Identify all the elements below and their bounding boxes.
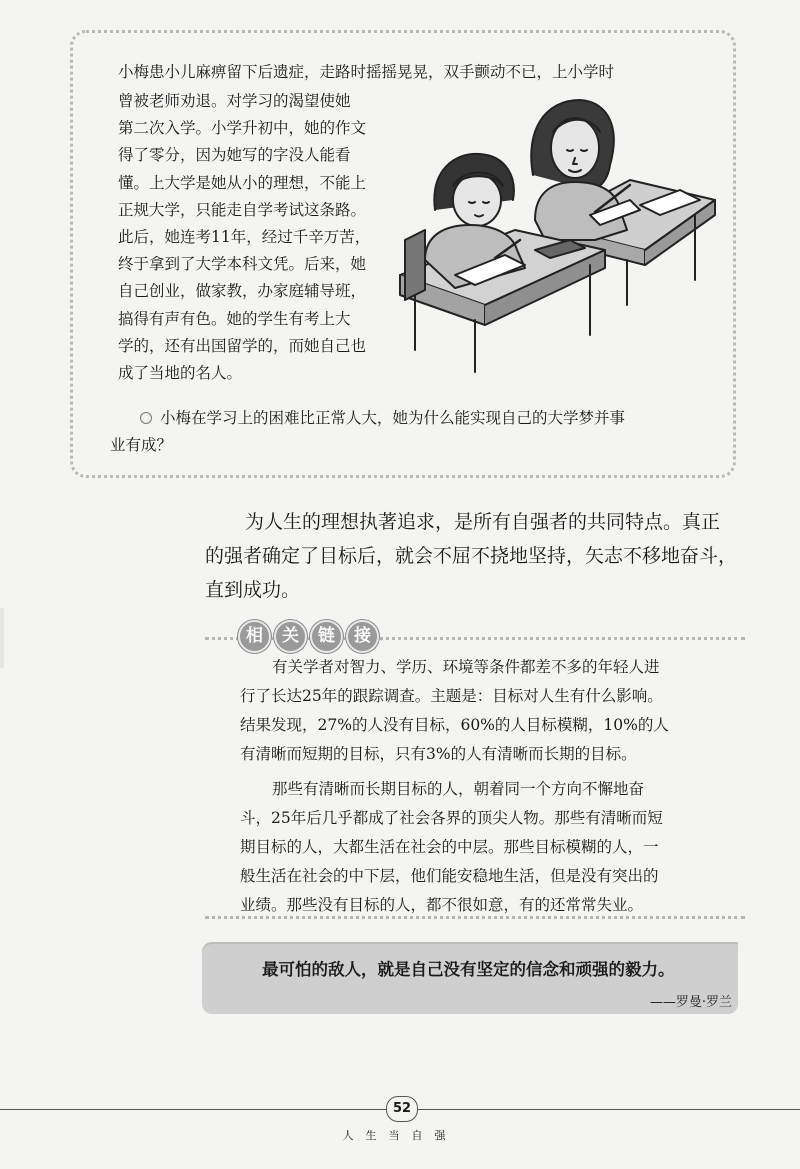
story-line: 搞得有声有色。她的学生有考上大 bbox=[118, 309, 351, 328]
link-line: 行了长达25年的跟踪调查。主题是：目标对人生有什么影响。 bbox=[240, 687, 663, 705]
badge-char: 关 bbox=[274, 620, 307, 653]
link-line: 业绩。那些没有目标的人，都不很如意，有的还常常失业。 bbox=[240, 896, 644, 914]
summary-line: 的强者确定了目标后，就会不屈不挠地坚持，矢志不移地奋斗， bbox=[205, 545, 738, 567]
discussion-question bbox=[110, 405, 710, 459]
story-line: 终于拿到了大学本科文凭。后来，她 bbox=[118, 255, 367, 274]
related-link-bottom-divider bbox=[205, 916, 745, 919]
badge-char: 接 bbox=[346, 620, 379, 653]
page-edge-mark bbox=[0, 608, 4, 668]
story-line: 得了零分，因为她写的字没人能看 bbox=[118, 146, 351, 165]
story-line: 曾被老师劝退。对学习的渴望使她 bbox=[118, 92, 351, 110]
story-line: 自己创业，做家教，办家庭辅导班， bbox=[118, 282, 367, 301]
link-line: 斗，25年后几乎都成了社会各界的顶尖人物。那些有清晰而短 bbox=[240, 809, 663, 827]
link-line: 期目标的人，大都生活在社会的中层。那些目标模糊的人，一 bbox=[240, 838, 659, 856]
link-line: 结果发现，27%的人没有目标，60%的人目标模糊，10%的人 bbox=[240, 716, 669, 734]
students-desk-illustration bbox=[395, 90, 725, 375]
story-line: 第二次入学。小学升初中，她的作文 bbox=[118, 119, 367, 138]
story-line: 正规大学，只能走自学考试这条路。 bbox=[118, 200, 367, 219]
story-line: 此后，她连考11年，经过千辛万苦， bbox=[118, 228, 371, 247]
badge-char: 链 bbox=[310, 620, 343, 653]
link-line: 般生活在社会的中下层，他们能安稳地生活，但是没有突出的 bbox=[240, 867, 659, 885]
question-line: 业有成？ bbox=[110, 436, 173, 454]
story-line: 懂。上大学是她从小的理想，不能上 bbox=[118, 173, 367, 192]
link-line: 有关学者对智力、学历、环境等条件都差不多的年轻人进 bbox=[272, 658, 660, 676]
question-text: 小梅在学习上的困难比正常人大，她为什么能实现自己的大学梦并事 bbox=[160, 409, 626, 427]
story-text bbox=[118, 88, 388, 387]
summary-paragraph bbox=[205, 505, 765, 607]
related-link-text bbox=[240, 653, 740, 920]
link-line: 有清晰而短期的目标，只有3%的人有清晰而长期的目标。 bbox=[240, 745, 637, 763]
story-line: 成了当地的名人。 bbox=[118, 364, 243, 383]
page-number: 52 bbox=[386, 1096, 418, 1122]
quote-text: 最可怕的敌人，就是自己没有坚定的信念和顽强的毅力。 bbox=[262, 960, 675, 979]
circle-bullet-icon bbox=[140, 412, 152, 424]
link-line: 那些有清晰而长期目标的人，朝着同一个方向不懈地奋 bbox=[272, 780, 645, 798]
question-line bbox=[110, 405, 710, 432]
badge-char: 相 bbox=[238, 620, 271, 653]
story-first-line: 小梅患小儿麻痹留下后遗症，走路时摇摇晃晃，双手颤动不已，上小学时 bbox=[118, 63, 615, 81]
related-link-badge bbox=[238, 620, 379, 653]
summary-line: 直到成功。 bbox=[205, 579, 301, 601]
summary-line: 为人生的理想执著追求，是所有自强者的共同特点。真正 bbox=[245, 511, 721, 533]
book-title: 人生当自强 bbox=[342, 1129, 458, 1142]
story-line: 学的，还有出国留学的，而她自己也 bbox=[118, 336, 367, 355]
quote-author: ——罗曼·罗兰 bbox=[649, 995, 732, 1010]
